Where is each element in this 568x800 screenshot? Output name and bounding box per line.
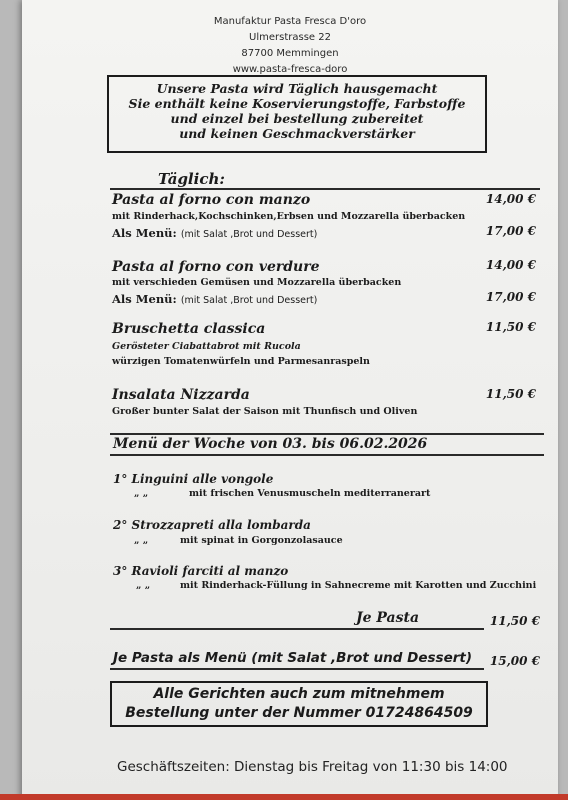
intro-line: und keinen Geschmackverstärker [179,126,415,141]
je-pasta-price: 11,50 € [489,614,540,628]
item-desc: Großer bunter Salat der Saison mit Thunfisch und Oliven [112,406,418,417]
weekly-heading: Menü der Woche von 03. bis 06.02.2026 [113,436,428,452]
item-name: Pasta al forno con manzo [112,192,311,208]
weekly-item-desc: mit spinat in Gorgonzolasauce [180,535,343,546]
opening-hours: Geschäftszeiten: Dienstag bis Freitag von 11:30 bis 14:00 [117,759,508,775]
weekly-item-desc: mit frischen Venusmuscheln mediterranerart [189,488,431,499]
takeaway-phone: Bestellung unter der Nummer 01724864509 [125,705,473,721]
item-name: Pasta al forno con verdure [112,259,320,275]
takeaway-box [110,681,488,727]
item-price: 14,00 € [485,258,536,272]
item-desc: mit Rinderhack,Kochschinken,Erbsen und Mozzarella überbacken [112,211,466,222]
ditto-mark: „ „ [136,580,151,591]
item-name: Bruschetta classica [112,321,266,337]
menu-option [112,292,317,306]
weekly-menu-label: Je Pasta als Menü (mit Salat ,Brot und Dessert) [113,650,473,666]
je-pasta-rule [110,628,484,630]
weekly-rule-top [110,433,544,435]
menu-label: Als Menü: [112,292,177,306]
website: www.pasta-fresca-doro [232,64,348,75]
weekly-item-name: 2° Strozzapreti alla lombarda [113,518,311,532]
daily-heading: Täglich: [158,170,225,188]
company-name: Manufaktur Pasta Fresca D'oro [213,16,367,27]
intro-line: Unsere Pasta wird Täglich hausgemacht [156,81,438,96]
ditto-mark: „ „ [134,488,149,499]
weekly-rule-bottom [110,454,544,456]
intro-line: und einzel bei bestellung zubereitet [170,111,424,126]
item-desc: mit verschieden Gemüsen und Mozzarella überbacken [112,277,402,288]
menu-option [112,226,317,240]
weekly-item-name: 1° Linguini alle vongole [113,472,274,486]
item-price: 14,00 € [485,192,536,206]
menu-label: Als Menü: [112,226,177,240]
menu-note: (mit Salat ,Brot und Dessert) [180,295,318,306]
menu-price: 17,00 € [485,290,536,304]
table-edge [0,794,568,800]
daily-rule [110,188,540,190]
je-pasta-label: Je Pasta [356,610,420,626]
item-desc: würzigen Tomatenwürfeln und Parmesanraspeln [112,356,370,367]
menu-price: 17,00 € [485,224,536,238]
weekly-item-name: 3° Ravioli farciti al manzo [113,564,289,578]
weekly-item-desc: mit Rinderhack-Füllung in Sahnecreme mit Karotten und Zucchini [180,580,537,591]
weekly-menu-price: 15,00 € [489,654,540,668]
menu-note: (mit Salat ,Brot und Dessert) [180,229,318,240]
ditto-mark: „ „ [134,535,149,546]
item-name: Insalata Nizzarda [112,387,250,403]
intro-line: Sie enthält keine Koservierungstoffe, Farbstoffe [128,96,466,111]
intro-box [107,75,487,153]
weekly-menu-rule [110,668,484,670]
item-price: 11,50 € [485,387,536,401]
item-desc: Gerösteter Ciabattabrot mit Rucola [112,341,301,352]
item-price: 11,50 € [485,320,536,334]
street-address: Ulmerstrasse 22 [249,32,331,43]
takeaway-line: Alle Gerichten auch zum mitnehmem [153,686,445,702]
city-address: 87700 Memmingen [241,48,339,59]
